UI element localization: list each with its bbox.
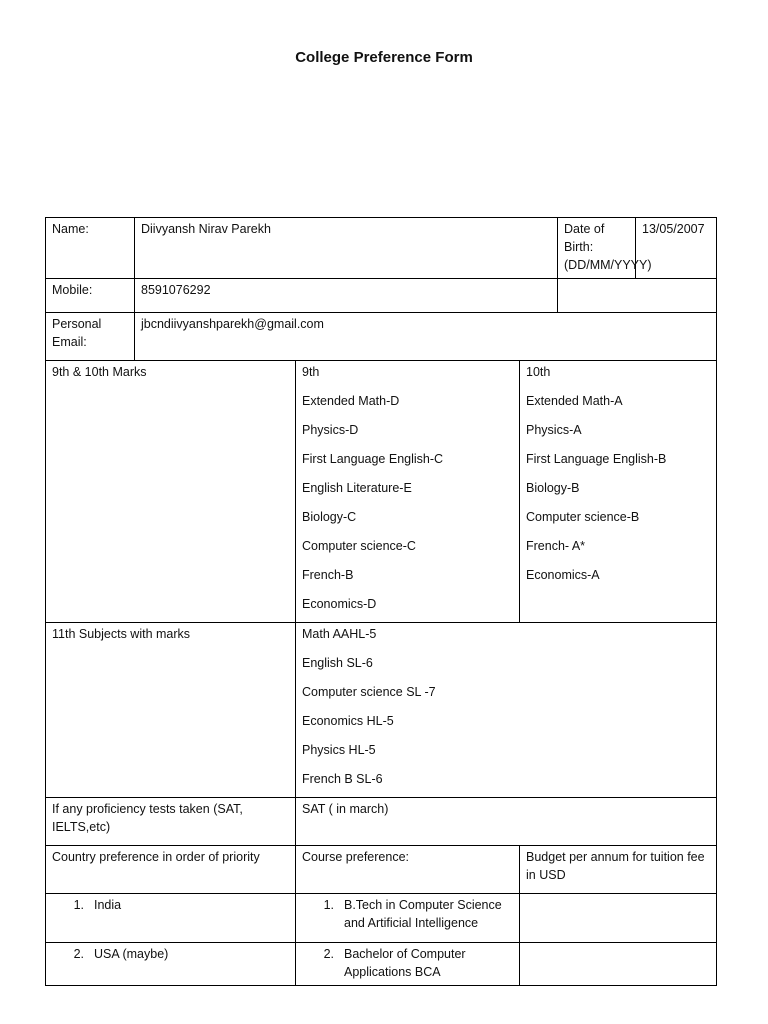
ninth-mark-item: French-B <box>302 568 354 582</box>
course-preference-1[interactable] <box>296 894 520 943</box>
name-label: Name: <box>46 218 135 279</box>
tenth-mark-item: First Language English-B <box>526 452 667 466</box>
mobile-field[interactable]: 8591076292 <box>135 279 558 313</box>
eleventh-mark-item: French B SL-6 <box>302 772 383 786</box>
name-row <box>46 218 717 279</box>
proficiency-field[interactable]: SAT ( in march) <box>296 798 717 846</box>
dob-field[interactable]: 13/05/2007 <box>636 218 717 279</box>
country-preference-2[interactable] <box>46 943 296 986</box>
eleventh-mark-item: Economics HL-5 <box>302 714 394 728</box>
ninth-mark-item: First Language English-C <box>302 452 444 466</box>
list-number: 1. <box>73 898 84 912</box>
dob-label: Date of Birth: (DD/MM/YYYY) <box>558 218 636 279</box>
country-preference-label: Country preference in order of priority <box>46 846 296 894</box>
tenth-grade-cell[interactable] <box>520 361 717 623</box>
budget-field-1[interactable] <box>520 894 717 943</box>
preference-row-2 <box>46 943 717 986</box>
eleventh-mark-item: Math AAHL-5 <box>302 627 377 641</box>
tenth-heading: 10th <box>526 365 551 379</box>
mobile-label: Mobile: <box>46 279 135 313</box>
ninth-mark-item: Extended Math-D <box>302 394 400 408</box>
ninth-mark-item: English Literature-E <box>302 481 412 495</box>
eleventh-grade-cell[interactable] <box>296 623 717 798</box>
list-number: 2. <box>73 947 84 961</box>
country-name: USA (maybe) <box>94 947 169 961</box>
empty-cell <box>558 279 717 313</box>
email-label: Personal Email: <box>46 313 135 361</box>
preference-row-1 <box>46 894 717 943</box>
tenth-mark-item: Computer science-B <box>526 510 640 524</box>
email-row <box>46 313 717 361</box>
tenth-mark-item: Economics-A <box>526 568 600 582</box>
preferences-header-row <box>46 846 717 894</box>
course-preference-label: Course preference: <box>296 846 520 894</box>
tenth-mark-item: Physics-A <box>526 423 582 437</box>
ninth-grade-cell[interactable] <box>296 361 520 623</box>
preference-form-table <box>45 217 717 986</box>
course-name: B.Tech in Computer Science and Artificial Intelligence <box>344 898 502 930</box>
course-preference-2[interactable] <box>296 943 520 986</box>
course-name: Bachelor of Computer Applications BCA <box>344 947 466 979</box>
ninth-mark-item: Computer science-C <box>302 539 416 553</box>
country-preference-1[interactable] <box>46 894 296 943</box>
proficiency-label: If any proficiency tests taken (SAT, IELTS,etc) <box>46 798 296 846</box>
ninth-heading: 9th <box>302 365 320 379</box>
country-name: India <box>94 898 122 912</box>
marks-11-label: 11th Subjects with marks <box>46 623 296 798</box>
tenth-mark-item: Biology-B <box>526 481 580 495</box>
ninth-mark-item: Physics-D <box>302 423 359 437</box>
name-field[interactable]: Diivyansh Nirav Parekh <box>135 218 558 279</box>
marks-9-10-label: 9th & 10th Marks <box>46 361 296 623</box>
ninth-mark-item: Biology-C <box>302 510 357 524</box>
email-field[interactable]: jbcndiivyanshparekh@gmail.com <box>135 313 717 361</box>
eleventh-mark-item: Computer science SL -7 <box>302 685 436 699</box>
eleventh-mark-item: Physics HL-5 <box>302 743 376 757</box>
budget-label: Budget per annum for tuition fee in USD <box>520 846 717 894</box>
marks-9-10-row <box>46 361 717 623</box>
tenth-mark-item: French- A* <box>526 539 586 553</box>
eleventh-mark-item: English SL-6 <box>302 656 373 670</box>
list-number: 2. <box>323 947 334 961</box>
ninth-mark-item: Economics-D <box>302 597 377 611</box>
proficiency-row <box>46 798 717 846</box>
list-number: 1. <box>323 898 334 912</box>
marks-11-row <box>46 623 717 798</box>
page-title: College Preference Form <box>295 49 473 66</box>
tenth-mark-item: Extended Math-A <box>526 394 623 408</box>
budget-field-2[interactable] <box>520 943 717 986</box>
mobile-row <box>46 279 717 313</box>
